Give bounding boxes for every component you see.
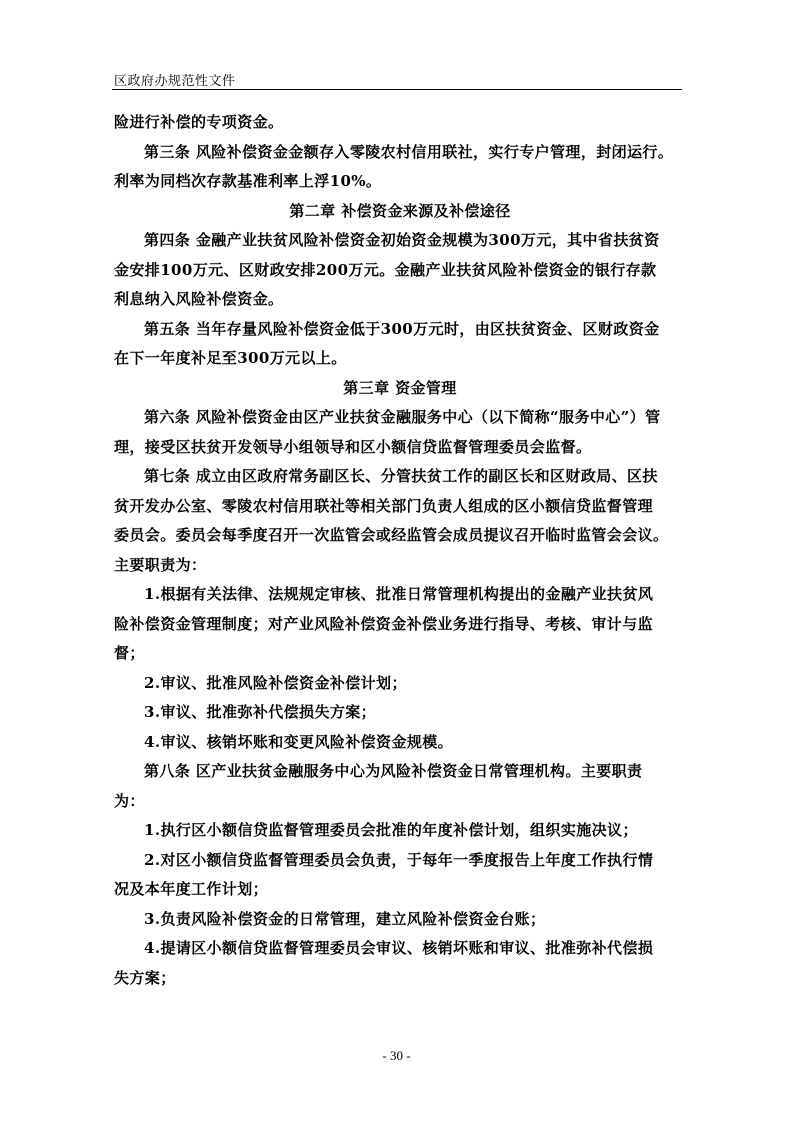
text-line: 2.对区小额信贷监督管理委员会负责，于每年一季度报告上年度工作执行情 [144,850,654,869]
chapter-heading: 第三章 资金管理 [343,378,457,397]
text-line: 况及本年度工作计划； [114,880,269,898]
text-line: 第七条 成立由区政府常务副区长、分管扶贫工作的副区长和区财政局、区扶 [144,467,658,485]
text-line: 为： [114,791,145,810]
text-line: 利息纳入风险补偿资金。 [114,290,284,308]
chapter-heading: 第二章 补偿资金来源及补偿途径 [289,201,511,220]
text-line: 3.负责风险补偿资金的日常管理，建立风险补偿资金台账； [144,909,546,928]
text-line: 金安排100万元、区财政安排200万元。金融产业扶贫风险补偿资金的银行存款 [114,260,657,279]
text-line: 督； [114,644,145,662]
text-line: 险进行补偿的专项资金。 [114,113,284,131]
text-line: 第五条 当年存量风险补偿资金低于300万元时，由区扶贫资金、区财政资金 [144,319,660,338]
text-line: 4.提请区小额信贷监督管理委员会审议、核销坏账和审议、批准弥补代偿损 [144,939,654,957]
text-line: 2.审议、批准风险补偿资金补偿计划； [144,673,407,692]
text-line: 失方案； [114,968,176,987]
text-line: 委员会。委员会每季度召开一次监管会或经监管会成员提议召开临时监管会会议。 [114,526,669,544]
text-line: 1.执行区小额信贷监督管理委员会批准的年度补偿计划，组织实施决议； [144,821,638,839]
document-header-title: 区政府办规范性文件 [114,74,236,89]
text-line: 第八条 区产业扶贫金融服务中心为风险补偿资金日常管理机构。主要职责 [144,762,643,780]
text-line: 1.根据有关法律、法规规定审核、批准日常管理机构提出的金融产业扶贫风 [144,585,654,603]
text-line: 主要职责为： [114,555,207,574]
header-divider [112,89,682,90]
text-line: 4.审议、核销坏账和变更风险补偿资金规模。 [144,732,454,751]
text-line: 理，接受区扶贫开发领导小组领导和区小额信贷监督管理委员会监督。 [114,437,592,456]
text-line: 3.审议、批准弥补代偿损失方案； [144,703,377,721]
text-line: 贫开发办公室、零陵农村信用联社等相关部门负责人组成的区小额信贷监督管理 [114,496,654,515]
text-line: 第六条 风险补偿资金由区产业扶贫金融服务中心（以下简称“服务中心”）管 [144,408,661,426]
text-line: 险补偿资金管理制度；对产业风险补偿资金补偿业务进行指导、考核、审计与监 [114,614,654,633]
text-line: 第四条 金融产业扶贫风险补偿资金初始资金规模为300万元，其中省扶贫资 [144,231,660,249]
page-number: - 30 - [382,1048,411,1063]
text-line: 第三条 风险补偿资金金额存入零陵农村信用联社，实行专户管理，封闭运行。 [144,142,674,161]
text-line: 利率为同档次存款基准利率上浮10%。 [114,172,382,190]
document-body [114,108,686,993]
text-line: 在下一年度补足至300万元以上。 [114,349,347,367]
